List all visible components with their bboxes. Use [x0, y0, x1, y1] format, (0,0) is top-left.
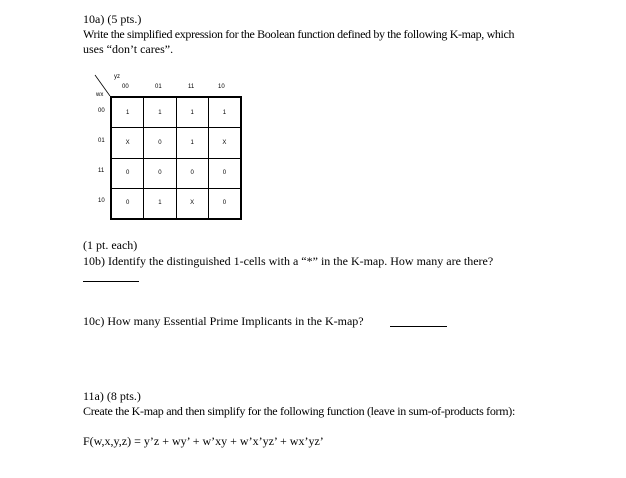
- q11a-function: F(w,x,y,z) = y’z + wy’ + w’xy + w’x’yz’ + wx’yz’: [83, 434, 324, 448]
- q10b-points: (1 pt. each): [83, 238, 138, 252]
- q10b-answer-blank[interactable]: [83, 281, 139, 282]
- kmap-cell: 1: [112, 98, 144, 128]
- q10b-text: 10b) Identify the distinguished 1-cells with a “*” in the K-map. How many are there?: [83, 254, 494, 268]
- kmap-row: [112, 158, 241, 188]
- kmap-cell: 1: [176, 98, 208, 128]
- kmap-cell: 0: [208, 188, 240, 218]
- kmap-cell: 0: [208, 158, 240, 188]
- kmap-cell: 0: [144, 158, 176, 188]
- q10a-prompt-line1: Write the simplified expression for the Boolean function defined by the following K-map, which: [83, 27, 515, 41]
- q10a-prompt-line2: uses “don’t cares”.: [83, 42, 174, 56]
- kmap-row: [112, 128, 241, 158]
- kmap-cell: X: [176, 188, 208, 218]
- kmap-col-label: 11: [188, 84, 195, 90]
- q10a-header: 10a) (5 pts.): [83, 12, 142, 26]
- kmap-cell: 0: [176, 158, 208, 188]
- kmap-col-label: 01: [155, 84, 162, 90]
- q11a-prompt: Create the K-map and then simplify for the following function (leave in sum-of-products form):: [83, 404, 516, 418]
- q11a-header: 11a) (8 pts.): [83, 389, 141, 403]
- kmap-cell: 1: [208, 98, 240, 128]
- q10c-answer-blank[interactable]: [390, 326, 447, 327]
- kmap-row: [112, 188, 241, 218]
- kmap-cell: 1: [176, 128, 208, 158]
- q10c-text: 10c) How many Essential Prime Implicants in the K-map?: [83, 314, 364, 328]
- kmap-corner-diagonal: [92, 72, 112, 98]
- kmap-row: [112, 98, 241, 128]
- kmap-col-var: yz: [114, 74, 120, 80]
- kmap-cell: 0: [112, 188, 144, 218]
- kmap-row-var: wx: [96, 92, 104, 98]
- kmap-row-label: 00: [98, 108, 105, 114]
- kmap-cell: 0: [144, 128, 176, 158]
- kmap-cell: 0: [112, 158, 144, 188]
- kmap-row-label: 11: [98, 168, 105, 174]
- kmap-col-label: 00: [122, 84, 129, 90]
- kmap-cell: X: [112, 128, 144, 158]
- kmap-row-label: 10: [98, 198, 105, 204]
- kmap-col-label: 10: [218, 84, 225, 90]
- kmap-grid: [110, 96, 242, 220]
- kmap-row-label: 01: [98, 138, 105, 144]
- kmap-cell: X: [208, 128, 240, 158]
- kmap-cell: 1: [144, 188, 176, 218]
- kmap-cell: 1: [144, 98, 176, 128]
